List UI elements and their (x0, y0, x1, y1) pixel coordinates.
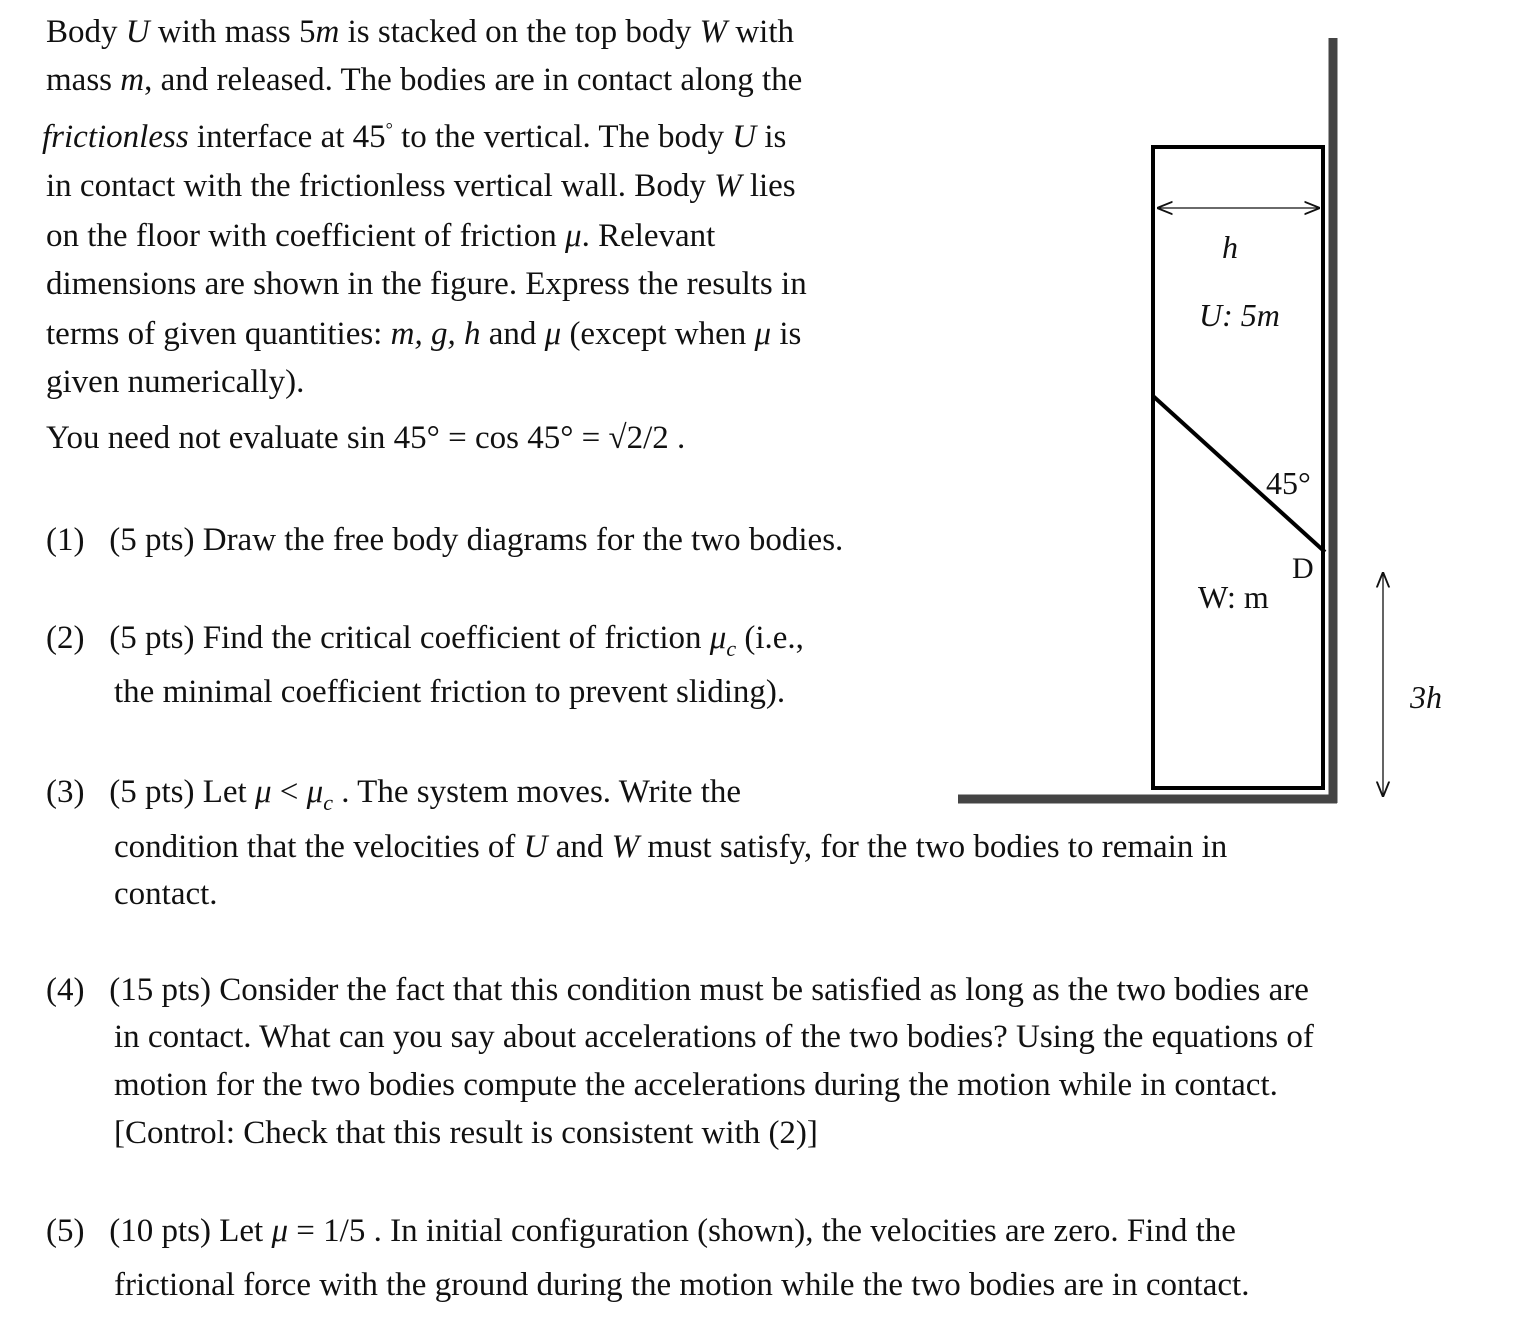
angle-label: 45° (1266, 465, 1311, 501)
question-3-line-3: contact. (114, 876, 218, 912)
intro-line-4: in contact with the frictionless vertical wall. Body W lies (46, 168, 796, 204)
question-2: (2) (5 pts) Find the critical coefficient of friction $\mu_c$ (i.e., (46, 620, 804, 661)
question-5: (5) (10 pts) Let μ = 1/5 . In initial configuration (shown), the velocities are zero. Find the (46, 1213, 1236, 1249)
question-5-line-2: frictional force with the ground during the motion while the two bodies are in contact. (114, 1267, 1250, 1303)
question-4-line-3: motion for the two bodies compute the accelerations during the motion while in contact. (114, 1067, 1278, 1103)
question-1: (1) (5 pts) Draw the free body diagrams for the two bodies. (46, 522, 844, 558)
intro-line-1: Body U with mass 5m is stacked on the top body W with (46, 14, 794, 50)
point-label: D (1292, 552, 1314, 585)
height-label: 3h (1410, 679, 1442, 715)
upper-body-label: U: 5m (1199, 297, 1280, 333)
question-4-line-4: [Control: Check that this result is consistent with (2)] (114, 1115, 818, 1151)
intro-line-2: mass m, and released. The bodies are in contact along the (46, 62, 803, 98)
intro-line-8: given numerically). (46, 364, 305, 400)
intro-line-9: You need not evaluate sin 45° = cos 45° = √2/2 . (46, 420, 686, 456)
question-4-line-2: in contact. What can you say about accelerations of the two bodies? Using the equations of (114, 1019, 1314, 1055)
question-2-line-2: the minimal coefficient friction to prevent sliding). (114, 674, 786, 710)
intro-line-3: frictionless interface at 45° to the vertical. The body U is (42, 119, 787, 155)
question-3-line-2: condition that the velocities of U and W must satisfy, for the two bodies to remain in (114, 829, 1228, 865)
question-3: (3) (5 pts) Let $\mu < \mu_c$ . The system moves. Write the (46, 774, 742, 815)
question-4: (4) (15 pts) Consider the fact that this condition must be satisfied as long as the two bodies are (46, 972, 1309, 1008)
intro-line-7: terms of given quantities: m, g, h and μ (except when μ is (46, 316, 802, 352)
width-label: h (1222, 229, 1238, 265)
intro-line-5: on the floor with coefficient of friction μ. Relevant (46, 218, 716, 254)
intro-line-6: dimensions are shown in the figure. Express the results in (46, 266, 807, 302)
lower-body-label: W: m (1198, 579, 1269, 615)
